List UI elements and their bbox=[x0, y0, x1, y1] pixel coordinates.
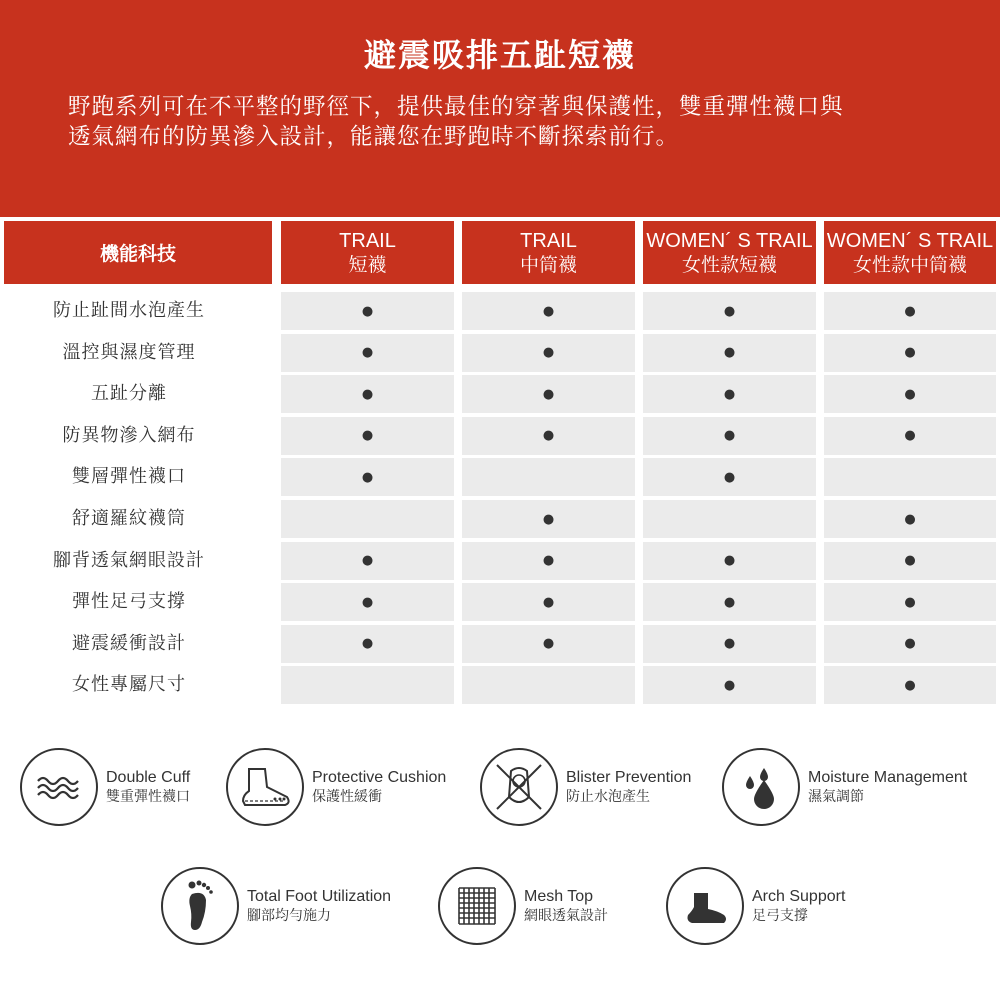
row-feature-label: 溫控與濕度管理 bbox=[62, 341, 196, 363]
check-dot-icon: ● bbox=[542, 594, 555, 610]
check-dot-icon: ● bbox=[904, 636, 916, 652]
check-dot-icon: ● bbox=[361, 303, 374, 319]
check-dot-icon: ● bbox=[723, 386, 736, 402]
check-dot-icon: ● bbox=[542, 553, 555, 569]
table-cell bbox=[281, 500, 454, 538]
table-cell bbox=[824, 458, 996, 496]
feature-double-cuff bbox=[20, 748, 190, 826]
table-cell bbox=[643, 458, 816, 496]
feature-title: Moisture Management bbox=[808, 768, 968, 786]
row-feature-label: 腳背透氣網眼設計 bbox=[53, 549, 205, 571]
check-dot-icon: ● bbox=[723, 553, 736, 569]
table-cell bbox=[824, 292, 996, 330]
table-cell bbox=[824, 417, 996, 455]
check-dot-icon: ● bbox=[723, 636, 736, 652]
table-cell bbox=[462, 625, 635, 663]
blister-prevention-icon bbox=[489, 757, 549, 817]
intro-line-2: 透氣網布的防異滲入設計，能讓您在野跑時不斷探索前行。 bbox=[68, 124, 680, 150]
sock-icon bbox=[680, 883, 730, 929]
column-header-line1: TRAIL bbox=[339, 229, 396, 252]
check-dot-icon: ● bbox=[542, 345, 555, 361]
feature-subtitle: 腳部均勻施力 bbox=[247, 907, 331, 924]
table-cell bbox=[281, 458, 454, 496]
table-cell bbox=[824, 375, 996, 413]
row-feature-label: 防異物滲入網布 bbox=[62, 424, 196, 446]
feature-blister-prevention bbox=[480, 748, 691, 826]
table-cell bbox=[462, 458, 635, 496]
column-header-line1: TRAIL bbox=[520, 229, 577, 252]
column-header-line2: 中筒襪 bbox=[519, 253, 577, 276]
intro-text bbox=[68, 92, 948, 152]
check-dot-icon: ● bbox=[542, 636, 555, 652]
water-drops-icon bbox=[736, 762, 786, 812]
check-dot-icon: ● bbox=[904, 386, 916, 402]
table-cell bbox=[281, 375, 454, 413]
feature-total-foot-utilization bbox=[161, 867, 391, 945]
table-cell bbox=[281, 334, 454, 372]
feature-moisture-management bbox=[722, 748, 967, 826]
table-cell bbox=[462, 666, 635, 704]
feature-mesh-top bbox=[438, 867, 608, 945]
check-dot-icon: ● bbox=[361, 469, 374, 485]
table-cell bbox=[281, 542, 454, 580]
check-dot-icon: ● bbox=[542, 386, 555, 402]
feature-icon-circle bbox=[438, 867, 516, 945]
feature-icon-circle bbox=[20, 748, 98, 826]
table-cell bbox=[824, 666, 996, 704]
table-cell bbox=[462, 542, 635, 580]
table-cell bbox=[281, 292, 454, 330]
check-dot-icon: ● bbox=[361, 553, 374, 569]
feature-icon-circle bbox=[161, 867, 239, 945]
mesh-grid-icon bbox=[455, 884, 499, 928]
feature-title: Blister Prevention bbox=[566, 768, 692, 786]
column-header-women-trail-mid bbox=[824, 221, 996, 284]
check-dot-icon: ● bbox=[542, 511, 555, 527]
check-dot-icon: ● bbox=[542, 428, 555, 444]
wave-icon bbox=[34, 767, 84, 807]
column-header-line2: 短襪 bbox=[348, 253, 387, 276]
table-cell bbox=[462, 417, 635, 455]
row-feature-label: 五趾分離 bbox=[91, 383, 167, 405]
column-header-trail-short bbox=[281, 221, 454, 284]
check-dot-icon: ● bbox=[361, 428, 374, 444]
footprint-icon bbox=[180, 878, 220, 934]
table-row bbox=[0, 542, 1000, 580]
table-row bbox=[0, 375, 1000, 413]
row-feature-label: 雙層彈性襪口 bbox=[72, 466, 186, 488]
table-row bbox=[0, 292, 1000, 330]
table-cell bbox=[462, 500, 635, 538]
table-cell bbox=[281, 583, 454, 621]
check-dot-icon: ● bbox=[542, 303, 555, 319]
table-cell bbox=[824, 334, 996, 372]
feature-subtitle: 雙重彈性襪口 bbox=[106, 788, 190, 805]
feature-subtitle: 防止水泡產生 bbox=[566, 788, 650, 805]
check-dot-icon: ● bbox=[361, 386, 374, 402]
table-cell bbox=[462, 583, 635, 621]
feature-title: Total Foot Utilization bbox=[247, 887, 392, 905]
table-cell bbox=[643, 666, 816, 704]
check-dot-icon: ● bbox=[723, 594, 736, 610]
feature-arch-support bbox=[666, 867, 845, 945]
table-cell bbox=[643, 292, 816, 330]
check-dot-icon: ● bbox=[723, 677, 736, 693]
table-cell bbox=[643, 542, 816, 580]
table-cell bbox=[462, 375, 635, 413]
table-cell bbox=[462, 334, 635, 372]
table-cell bbox=[281, 625, 454, 663]
row-feature-label: 防止趾間水泡產生 bbox=[53, 300, 205, 321]
table-cell bbox=[824, 625, 996, 663]
feature-subtitle: 保護性緩衝 bbox=[312, 788, 382, 805]
table-row bbox=[0, 500, 1000, 538]
table-row bbox=[0, 625, 1000, 663]
feature-icon-circle bbox=[722, 748, 800, 826]
table-cell bbox=[643, 583, 816, 621]
check-dot-icon: ● bbox=[904, 594, 916, 610]
check-dot-icon: ● bbox=[361, 594, 374, 610]
feature-title: Mesh Top bbox=[524, 887, 594, 905]
check-dot-icon: ● bbox=[904, 428, 916, 444]
check-dot-icon: ● bbox=[904, 303, 916, 319]
table-row bbox=[0, 583, 1000, 621]
check-dot-icon: ● bbox=[904, 677, 916, 693]
feature-title: Arch Support bbox=[752, 887, 846, 905]
row-feature-label: 彈性足弓支撐 bbox=[72, 591, 186, 613]
row-feature-label: 女性專屬尺寸 bbox=[72, 674, 186, 696]
check-dot-icon: ● bbox=[361, 345, 374, 361]
feature-title: Protective Cushion bbox=[312, 768, 447, 786]
table-cell bbox=[643, 500, 816, 538]
check-dot-icon: ● bbox=[723, 303, 736, 319]
column-header-line1: WOMEN´ S TRAIL bbox=[826, 229, 994, 252]
table-cell bbox=[824, 500, 996, 538]
column-header-women-trail-short bbox=[643, 221, 816, 284]
table-cell bbox=[643, 417, 816, 455]
page-title: 避震吸排五趾短襪 bbox=[363, 36, 636, 74]
feature-subtitle: 網眼透氣設計 bbox=[524, 907, 608, 924]
table-row bbox=[0, 458, 1000, 496]
table-cell bbox=[281, 666, 454, 704]
table-cell bbox=[824, 583, 996, 621]
column-header-line1: WOMEN´ S TRAIL bbox=[646, 229, 813, 252]
check-dot-icon: ● bbox=[723, 469, 736, 485]
intro-line-1: 野跑系列可在不平整的野徑下，提供最佳的穿著與保護性，雙重彈性襪口與 bbox=[68, 94, 844, 120]
feature-protective-cushion bbox=[226, 748, 446, 826]
table-row bbox=[0, 334, 1000, 372]
column-header-line2: 女性款中筒襪 bbox=[852, 253, 967, 276]
foot-cushion-icon bbox=[235, 765, 295, 809]
table-cell bbox=[643, 375, 816, 413]
row-feature-label: 避震緩衝設計 bbox=[72, 632, 186, 654]
feature-icon-circle bbox=[666, 867, 744, 945]
table-cell bbox=[643, 625, 816, 663]
feature-title: Double Cuff bbox=[106, 768, 191, 786]
column-header-trail-mid bbox=[462, 221, 635, 284]
check-dot-icon: ● bbox=[904, 553, 916, 569]
feature-subtitle: 足弓支撐 bbox=[752, 907, 808, 924]
table-row bbox=[0, 417, 1000, 455]
table-cell bbox=[462, 292, 635, 330]
check-dot-icon: ● bbox=[723, 428, 736, 444]
feature-icon-circle bbox=[480, 748, 558, 826]
check-dot-icon: ● bbox=[904, 345, 916, 361]
feature-icon-circle bbox=[226, 748, 304, 826]
check-dot-icon: ● bbox=[361, 636, 374, 652]
feature-column-header: 機能科技 bbox=[4, 221, 272, 284]
check-dot-icon: ● bbox=[723, 345, 736, 361]
table-row bbox=[0, 666, 1000, 704]
column-header-line2: 女性款短襪 bbox=[681, 253, 777, 276]
table-cell bbox=[281, 417, 454, 455]
check-dot-icon: ● bbox=[904, 511, 916, 527]
table-cell bbox=[824, 542, 996, 580]
hero-banner bbox=[0, 0, 1000, 217]
row-feature-label: 舒適羅紋襪筒 bbox=[72, 508, 186, 529]
feature-subtitle: 濕氣調節 bbox=[808, 788, 864, 805]
table-cell bbox=[643, 334, 816, 372]
